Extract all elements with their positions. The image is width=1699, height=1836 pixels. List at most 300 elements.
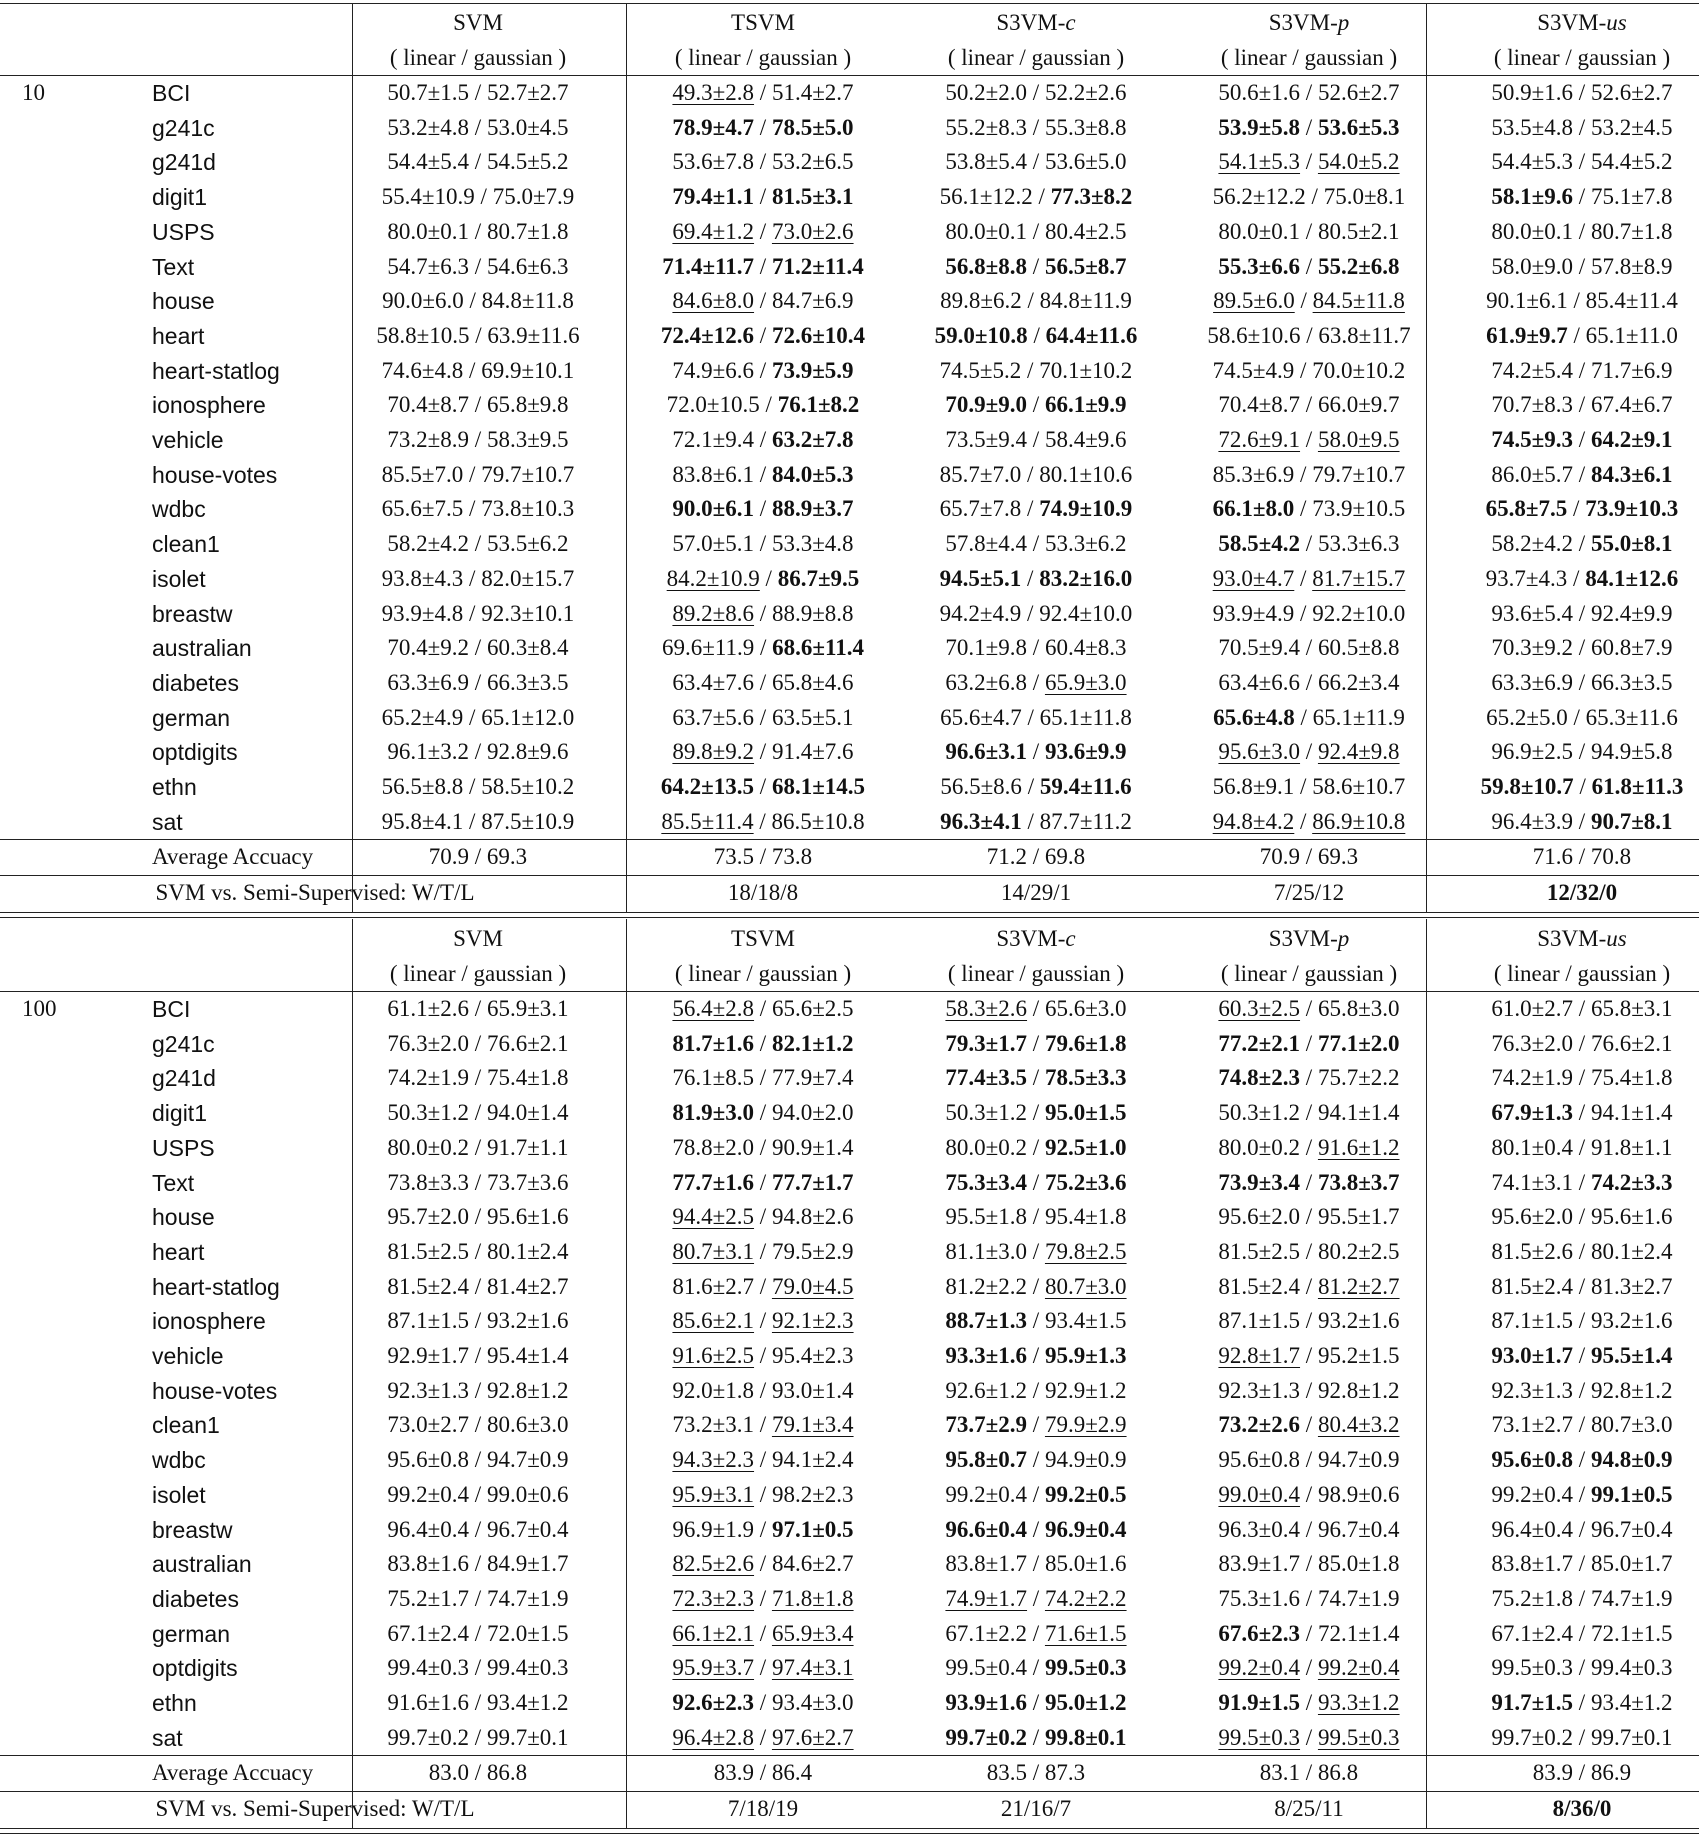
- linear-value: 58.6±10.6: [1207, 322, 1301, 348]
- gaussian-value: 92.4±9.9: [1590, 600, 1673, 626]
- gaussian-value: 76.6±2.1: [486, 1030, 569, 1056]
- dataset-name: ethn: [152, 774, 197, 800]
- linear-value: 81.2±2.2: [945, 1273, 1028, 1299]
- value-separator: /: [754, 357, 772, 383]
- gaussian-value: 81.4±2.7: [486, 1273, 569, 1299]
- gaussian-value: 95.4±2.3: [771, 1343, 854, 1368]
- method-suffix: us: [1606, 926, 1627, 951]
- result-cell: [343, 597, 613, 631]
- value-separator: /: [1027, 1724, 1045, 1750]
- linear-value: 95.6±2.0: [1491, 1204, 1574, 1230]
- linear-value: 91.9±1.5: [1218, 1690, 1301, 1715]
- value-separator: /: [1021, 600, 1040, 626]
- result-cell: [901, 111, 1171, 145]
- average-value: 71.2 / 69.8: [986, 844, 1086, 870]
- result-cell: [901, 319, 1171, 353]
- result-cell: [343, 1547, 613, 1581]
- gaussian-value: 93.4±1.5: [1044, 1308, 1127, 1334]
- value-separator: /: [753, 808, 772, 834]
- result-cell: [1174, 701, 1444, 735]
- dataset-name: sat: [152, 1724, 183, 1751]
- value-separator: /: [1573, 1343, 1591, 1368]
- result-cell: [628, 1686, 898, 1720]
- dataset-name: wdbc: [152, 1447, 206, 1474]
- linear-value: 93.9±4.8: [381, 600, 464, 626]
- linear-value: 93.6±5.4: [1491, 600, 1574, 626]
- wtl-label: SVM vs. Semi-Supervised: W/T/L: [155, 880, 475, 906]
- gaussian-value: 78.5±3.3: [1044, 1065, 1127, 1091]
- result-cell: [901, 1582, 1171, 1616]
- value-separator: /: [1573, 1169, 1591, 1195]
- method-header-3: [1174, 922, 1444, 956]
- result-cell: [1447, 1200, 1699, 1234]
- gaussian-value: 99.1±0.5: [1590, 1481, 1673, 1507]
- value-separator: /: [469, 1377, 487, 1403]
- result-cell: [628, 145, 898, 179]
- dataset-name: clean1: [152, 531, 220, 558]
- result-cell: [628, 1547, 898, 1581]
- kernel-subheader: ( linear / gaussian ): [947, 45, 1125, 70]
- dataset-name: Text: [152, 253, 195, 280]
- result-cell: [343, 1721, 613, 1755]
- gaussian-value: 94.1±1.4: [1317, 1100, 1400, 1126]
- value-separator: /: [469, 1204, 487, 1230]
- linear-value: 80.0±0.2: [1218, 1134, 1301, 1160]
- value-separator: /: [1300, 1516, 1318, 1542]
- result-cell: [1447, 1270, 1699, 1304]
- value-separator: /: [1027, 218, 1045, 244]
- gaussian-value: 84.7±6.9: [771, 288, 854, 314]
- result-cell: [901, 180, 1171, 214]
- linear-value: 63.4±6.6: [1218, 669, 1301, 695]
- result-cell: [1174, 1374, 1444, 1408]
- result-cell: [628, 1582, 898, 1616]
- result-cell: [1447, 1721, 1699, 1755]
- result-cell: [628, 1721, 898, 1755]
- average-value: 83.9 / 86.4: [713, 1760, 813, 1786]
- value-separator: /: [1573, 1447, 1591, 1473]
- linear-value: 93.9±4.9: [1212, 600, 1295, 626]
- value-separator: /: [1305, 184, 1324, 210]
- linear-value: 83.8±1.7: [1491, 1551, 1574, 1577]
- value-separator: /: [1027, 996, 1045, 1021]
- result-cell: [1174, 319, 1444, 353]
- result-cell: [628, 388, 898, 422]
- gaussian-value: 63.2±7.8: [771, 427, 854, 452]
- bottom-rule: [0, 1833, 1699, 1834]
- gaussian-value: 65.9±3.0: [1044, 669, 1127, 695]
- linear-value: 55.3±6.6: [1218, 253, 1301, 279]
- value-separator: /: [469, 1724, 487, 1750]
- value-separator: /: [1300, 1690, 1318, 1715]
- gaussian-value: 84.8±11.9: [1039, 288, 1132, 314]
- value-separator: /: [1032, 184, 1051, 210]
- result-cell: [1447, 1027, 1699, 1061]
- result-cell: [628, 354, 898, 388]
- average-label: Average Accuacy: [152, 1760, 314, 1786]
- linear-value: 96.4±0.4: [1491, 1516, 1574, 1542]
- linear-value: 73.5±9.4: [945, 427, 1028, 452]
- gaussian-value: 79.7±10.7: [481, 461, 575, 487]
- linear-value: 74.2±1.9: [387, 1065, 470, 1091]
- linear-value: 72.3±2.3: [672, 1585, 755, 1611]
- linear-value: 73.2±8.9: [387, 427, 470, 452]
- value-separator: /: [1567, 565, 1586, 591]
- value-separator: /: [1300, 1065, 1318, 1091]
- value-separator: /: [1027, 114, 1045, 140]
- linear-value: 92.3±1.3: [387, 1377, 470, 1403]
- gaussian-value: 91.7±1.1: [486, 1134, 569, 1160]
- gaussian-value: 80.7±1.8: [1590, 218, 1673, 244]
- linear-value: 83.9±1.7: [1218, 1551, 1301, 1577]
- value-separator: /: [754, 1412, 772, 1438]
- wtl-value: 7/25/12: [1273, 880, 1345, 906]
- linear-value: 96.9±2.5: [1491, 739, 1574, 765]
- value-separator: /: [463, 704, 482, 730]
- value-separator: /: [463, 357, 482, 383]
- value-separator: /: [1021, 704, 1040, 730]
- linear-value: 54.1±5.3: [1218, 149, 1301, 175]
- result-cell: [901, 805, 1171, 839]
- result-cell: [901, 527, 1171, 561]
- gaussian-value: 85.0±1.6: [1044, 1551, 1127, 1577]
- linear-value: 69.4±1.2: [672, 218, 755, 244]
- result-cell: [628, 631, 898, 665]
- result-cell: [1174, 666, 1444, 700]
- result-cell: [901, 631, 1171, 665]
- linear-value: 75.2±1.7: [387, 1585, 470, 1611]
- method-suffix: p: [1337, 926, 1350, 951]
- gaussian-value: 76.1±8.2: [777, 392, 860, 418]
- dataset-name: german: [152, 704, 230, 731]
- value-separator: /: [1573, 1690, 1591, 1715]
- value-separator: /: [754, 1204, 772, 1230]
- gaussian-value: 73.7±3.6: [486, 1169, 569, 1195]
- method-suffix: c: [1065, 926, 1076, 951]
- result-cell: [901, 597, 1171, 631]
- gaussian-value: 95.0±1.2: [1044, 1690, 1127, 1715]
- gaussian-value: 58.0±9.5: [1317, 427, 1400, 452]
- value-separator: /: [1573, 357, 1591, 383]
- result-cell: [628, 76, 898, 110]
- method-suffix: p: [1337, 10, 1350, 35]
- linear-value: 70.4±8.7: [1218, 392, 1301, 418]
- wtl-value: 21/16/7: [1000, 1796, 1072, 1822]
- linear-value: 84.2±10.9: [666, 565, 760, 591]
- gaussian-value: 94.8±0.9: [1590, 1447, 1673, 1473]
- result-cell: [343, 770, 613, 804]
- linear-value: 95.8±0.7: [945, 1447, 1028, 1473]
- linear-value: 89.8±6.2: [940, 288, 1022, 314]
- linear-value: 91.6±1.6: [387, 1690, 470, 1715]
- value-separator: /: [1573, 184, 1591, 210]
- gaussian-value: 61.8±11.3: [1591, 774, 1684, 799]
- result-cell: [628, 1304, 898, 1338]
- result-cell: [343, 527, 613, 561]
- result-cell: [901, 1617, 1171, 1651]
- gaussian-value: 94.1±1.4: [1590, 1100, 1673, 1126]
- result-cell: [1447, 215, 1699, 249]
- gaussian-value: 57.8±8.9: [1590, 253, 1673, 279]
- result-cell: [628, 1027, 898, 1061]
- linear-value: 73.2±2.6: [1218, 1412, 1301, 1438]
- linear-value: 96.9±1.9: [672, 1516, 755, 1542]
- result-cell: [1447, 1166, 1699, 1200]
- result-cell: [901, 423, 1171, 457]
- value-separator: /: [469, 427, 487, 452]
- gaussian-value: 93.6±9.9: [1044, 739, 1127, 765]
- dataset-name: clean1: [152, 1412, 220, 1439]
- result-cell: [1174, 180, 1444, 214]
- kernel-subheader: ( linear / gaussian ): [674, 45, 852, 70]
- linear-value: 56.1±12.2: [939, 184, 1033, 210]
- value-separator: /: [1027, 1551, 1045, 1577]
- linear-value: 96.3±0.4: [1218, 1516, 1301, 1542]
- value-separator: /: [1573, 1065, 1591, 1091]
- result-cell: [343, 423, 613, 457]
- gaussian-value: 81.7±15.7: [1312, 565, 1406, 591]
- gaussian-value: 84.1±12.6: [1585, 565, 1679, 591]
- value-separator: /: [1027, 1690, 1045, 1715]
- value-separator: /: [1027, 1585, 1045, 1611]
- gaussian-value: 55.3±8.8: [1044, 114, 1127, 140]
- gaussian-value: 63.8±11.7: [1318, 322, 1411, 348]
- average-value: 83.1 / 86.8: [1259, 1760, 1359, 1786]
- dataset-name: USPS: [152, 218, 215, 245]
- gaussian-value: 70.0±10.2: [1312, 357, 1406, 383]
- gaussian-value: 94.7±0.9: [1317, 1447, 1400, 1473]
- result-cell: [1447, 562, 1699, 596]
- gaussian-value: 65.8±4.6: [771, 669, 854, 695]
- result-cell: [1447, 1408, 1699, 1442]
- linear-value: 81.5±2.4: [387, 1273, 470, 1299]
- method-header-3: [1174, 6, 1444, 40]
- result-cell: [901, 1061, 1171, 1095]
- value-separator: /: [469, 739, 487, 765]
- result-cell: [1174, 215, 1444, 249]
- linear-value: 99.2±0.4: [945, 1481, 1028, 1507]
- gaussian-value: 66.3±3.5: [1590, 669, 1673, 695]
- dataset-name: Text: [152, 1169, 195, 1196]
- value-separator: /: [1573, 1308, 1591, 1334]
- linear-value: 72.0±10.5: [666, 392, 760, 418]
- linear-value: 93.9±1.6: [945, 1690, 1028, 1715]
- result-cell: [1174, 145, 1444, 179]
- linear-value: 63.4±7.6: [672, 669, 755, 695]
- value-separator: /: [754, 1620, 772, 1646]
- value-separator: /: [469, 1169, 487, 1195]
- value-separator: /: [1573, 149, 1591, 175]
- result-cell: [628, 1270, 898, 1304]
- linear-value: 70.9±9.0: [945, 392, 1028, 418]
- result-cell: [1174, 1061, 1444, 1095]
- value-separator: /: [469, 1516, 487, 1542]
- linear-value: 60.3±2.5: [1218, 996, 1301, 1021]
- linear-value: 99.7±0.2: [1491, 1724, 1574, 1750]
- result-cell: [1174, 1408, 1444, 1442]
- gaussian-value: 74.9±10.9: [1039, 496, 1133, 522]
- gaussian-value: 92.1±2.3: [771, 1308, 854, 1334]
- value-separator: /: [463, 288, 482, 314]
- gaussian-value: 65.9±3.4: [771, 1620, 854, 1646]
- gaussian-value: 52.7±2.7: [486, 80, 569, 105]
- result-cell: [901, 992, 1171, 1026]
- value-separator: /: [1027, 1516, 1045, 1542]
- value-separator: /: [1021, 808, 1040, 834]
- linear-value: 99.4±0.3: [387, 1655, 470, 1681]
- labeled-header: [18, 6, 138, 40]
- dataset-name: optdigits: [152, 1655, 238, 1682]
- gaussian-value: 55.0±8.1: [1590, 531, 1673, 557]
- value-separator: /: [1300, 218, 1318, 244]
- result-cell: [901, 458, 1171, 492]
- value-separator: /: [463, 461, 482, 487]
- linear-value: 85.3±6.9: [1212, 461, 1295, 487]
- value-separator: /: [754, 1343, 772, 1368]
- dataset-name: BCI: [152, 80, 191, 106]
- result-cell: [1174, 76, 1444, 110]
- wtl-value: 12/32/0: [1546, 880, 1618, 906]
- method-header-0: [343, 6, 613, 40]
- value-separator: /: [1021, 496, 1040, 522]
- value-separator: /: [1027, 253, 1045, 279]
- value-separator: /: [1300, 149, 1318, 175]
- value-separator: /: [754, 1169, 772, 1195]
- gaussian-value: 52.6±2.7: [1590, 80, 1673, 105]
- gaussian-value: 93.2±1.6: [1590, 1308, 1673, 1334]
- dataset-name: heart: [152, 1238, 205, 1265]
- value-separator: /: [1573, 1620, 1591, 1646]
- gaussian-value: 97.1±0.5: [771, 1516, 854, 1542]
- linear-value: 75.2±1.8: [1491, 1585, 1574, 1611]
- gaussian-value: 95.0±1.5: [1044, 1100, 1127, 1126]
- linear-value: 75.3±3.4: [945, 1169, 1028, 1195]
- value-separator: /: [1294, 496, 1313, 522]
- result-cell: [1174, 354, 1444, 388]
- linear-value: 56.5±8.6: [940, 774, 1022, 799]
- linear-value: 72.6±9.1: [1218, 427, 1301, 452]
- linear-value: 95.5±1.8: [945, 1204, 1028, 1230]
- linear-value: 77.4±3.5: [945, 1065, 1028, 1091]
- linear-value: 50.3±1.2: [1218, 1100, 1301, 1126]
- value-separator: /: [469, 1690, 487, 1715]
- linear-value: 95.6±0.8: [1218, 1447, 1301, 1473]
- value-separator: /: [754, 114, 772, 140]
- linear-value: 73.7±2.9: [945, 1412, 1028, 1438]
- dataset-name: australian: [152, 635, 252, 662]
- result-cell: [628, 701, 898, 735]
- gaussian-value: 92.8±1.2: [486, 1377, 569, 1403]
- result-cell: [901, 666, 1171, 700]
- result-cell: [343, 1027, 613, 1061]
- gaussian-value: 73.8±10.3: [481, 496, 575, 522]
- value-separator: /: [1573, 774, 1592, 799]
- result-cell: [1447, 527, 1699, 561]
- gaussian-value: 94.0±2.0: [771, 1100, 854, 1126]
- result-cell: [901, 492, 1171, 526]
- kernel-subheader: ( linear / gaussian ): [389, 961, 567, 986]
- value-separator: /: [1573, 218, 1591, 244]
- result-cell: [901, 354, 1171, 388]
- result-cell: [901, 1131, 1171, 1165]
- result-cell: [1174, 1513, 1444, 1547]
- result-cell: [901, 215, 1171, 249]
- result-cell: [628, 250, 898, 284]
- result-cell: [628, 1443, 898, 1477]
- linear-value: 94.3±2.3: [672, 1447, 755, 1473]
- gaussian-value: 66.1±9.9: [1044, 392, 1127, 418]
- value-separator: /: [1027, 322, 1046, 348]
- linear-value: 96.1±3.2: [387, 739, 470, 765]
- gaussian-value: 96.9±0.4: [1044, 1516, 1127, 1542]
- gaussian-value: 64.4±11.6: [1045, 322, 1138, 348]
- result-cell: [1447, 770, 1699, 804]
- wtl-value: 8/36/0: [1552, 1796, 1612, 1822]
- dataset-name: digit1: [152, 1100, 207, 1127]
- linear-value: 95.7±2.0: [387, 1204, 470, 1230]
- linear-value: 96.6±3.1: [945, 739, 1028, 765]
- gaussian-value: 77.3±8.2: [1050, 184, 1133, 210]
- value-separator: /: [1027, 1655, 1045, 1681]
- gaussian-value: 83.2±16.0: [1039, 565, 1133, 591]
- linear-value: 92.0±1.8: [672, 1377, 755, 1403]
- value-separator: /: [469, 1620, 487, 1646]
- gaussian-value: 60.8±7.9: [1590, 635, 1673, 661]
- linear-value: 80.0±0.1: [945, 218, 1028, 244]
- linear-value: 96.4±2.8: [672, 1724, 755, 1750]
- value-separator: /: [1027, 392, 1045, 418]
- gaussian-value: 84.6±2.7: [771, 1551, 854, 1577]
- linear-value: 92.6±2.3: [672, 1690, 755, 1715]
- result-cell: [901, 1096, 1171, 1130]
- gaussian-value: 95.6±1.6: [1590, 1204, 1673, 1230]
- linear-value: 74.5±9.3: [1491, 427, 1574, 452]
- value-separator: /: [1027, 80, 1045, 105]
- result-cell: [901, 770, 1171, 804]
- gaussian-value: 55.2±6.8: [1317, 253, 1400, 279]
- gaussian-value: 87.7±11.2: [1039, 808, 1132, 834]
- value-separator: /: [474, 184, 493, 210]
- linear-value: 53.6±7.8: [672, 149, 755, 175]
- gaussian-value: 92.8±1.2: [1317, 1377, 1400, 1403]
- linear-value: 80.0±0.2: [945, 1134, 1028, 1160]
- value-separator: /: [469, 531, 487, 557]
- result-cell: [901, 1270, 1171, 1304]
- value-separator: /: [1300, 1551, 1318, 1577]
- linear-value: 95.6±0.8: [387, 1447, 470, 1473]
- linear-value: 63.2±6.8: [945, 669, 1028, 695]
- result-cell: [1447, 735, 1699, 769]
- linear-value: 90.0±6.0: [382, 288, 464, 314]
- dataset-name: house-votes: [152, 1377, 278, 1404]
- gaussian-value: 65.8±3.1: [1590, 996, 1673, 1021]
- result-cell: [901, 76, 1171, 110]
- result-cell: [901, 284, 1171, 318]
- linear-value: 96.4±3.9: [1491, 808, 1574, 834]
- result-cell: [343, 1651, 613, 1685]
- gaussian-value: 63.5±5.1: [771, 704, 854, 730]
- average-value: 70.9 / 69.3: [428, 844, 528, 870]
- result-cell: [343, 76, 613, 110]
- linear-value: 76.1±8.5: [672, 1065, 755, 1091]
- gaussian-value: 74.7±1.9: [1317, 1585, 1400, 1611]
- linear-value: 65.6±4.8: [1213, 704, 1295, 730]
- linear-value: 74.5±5.2: [939, 357, 1022, 383]
- method-header-2: [901, 922, 1171, 956]
- value-separator: /: [754, 427, 772, 452]
- method-name: S3VM-: [1268, 10, 1338, 35]
- linear-value: 63.7±5.6: [672, 704, 755, 730]
